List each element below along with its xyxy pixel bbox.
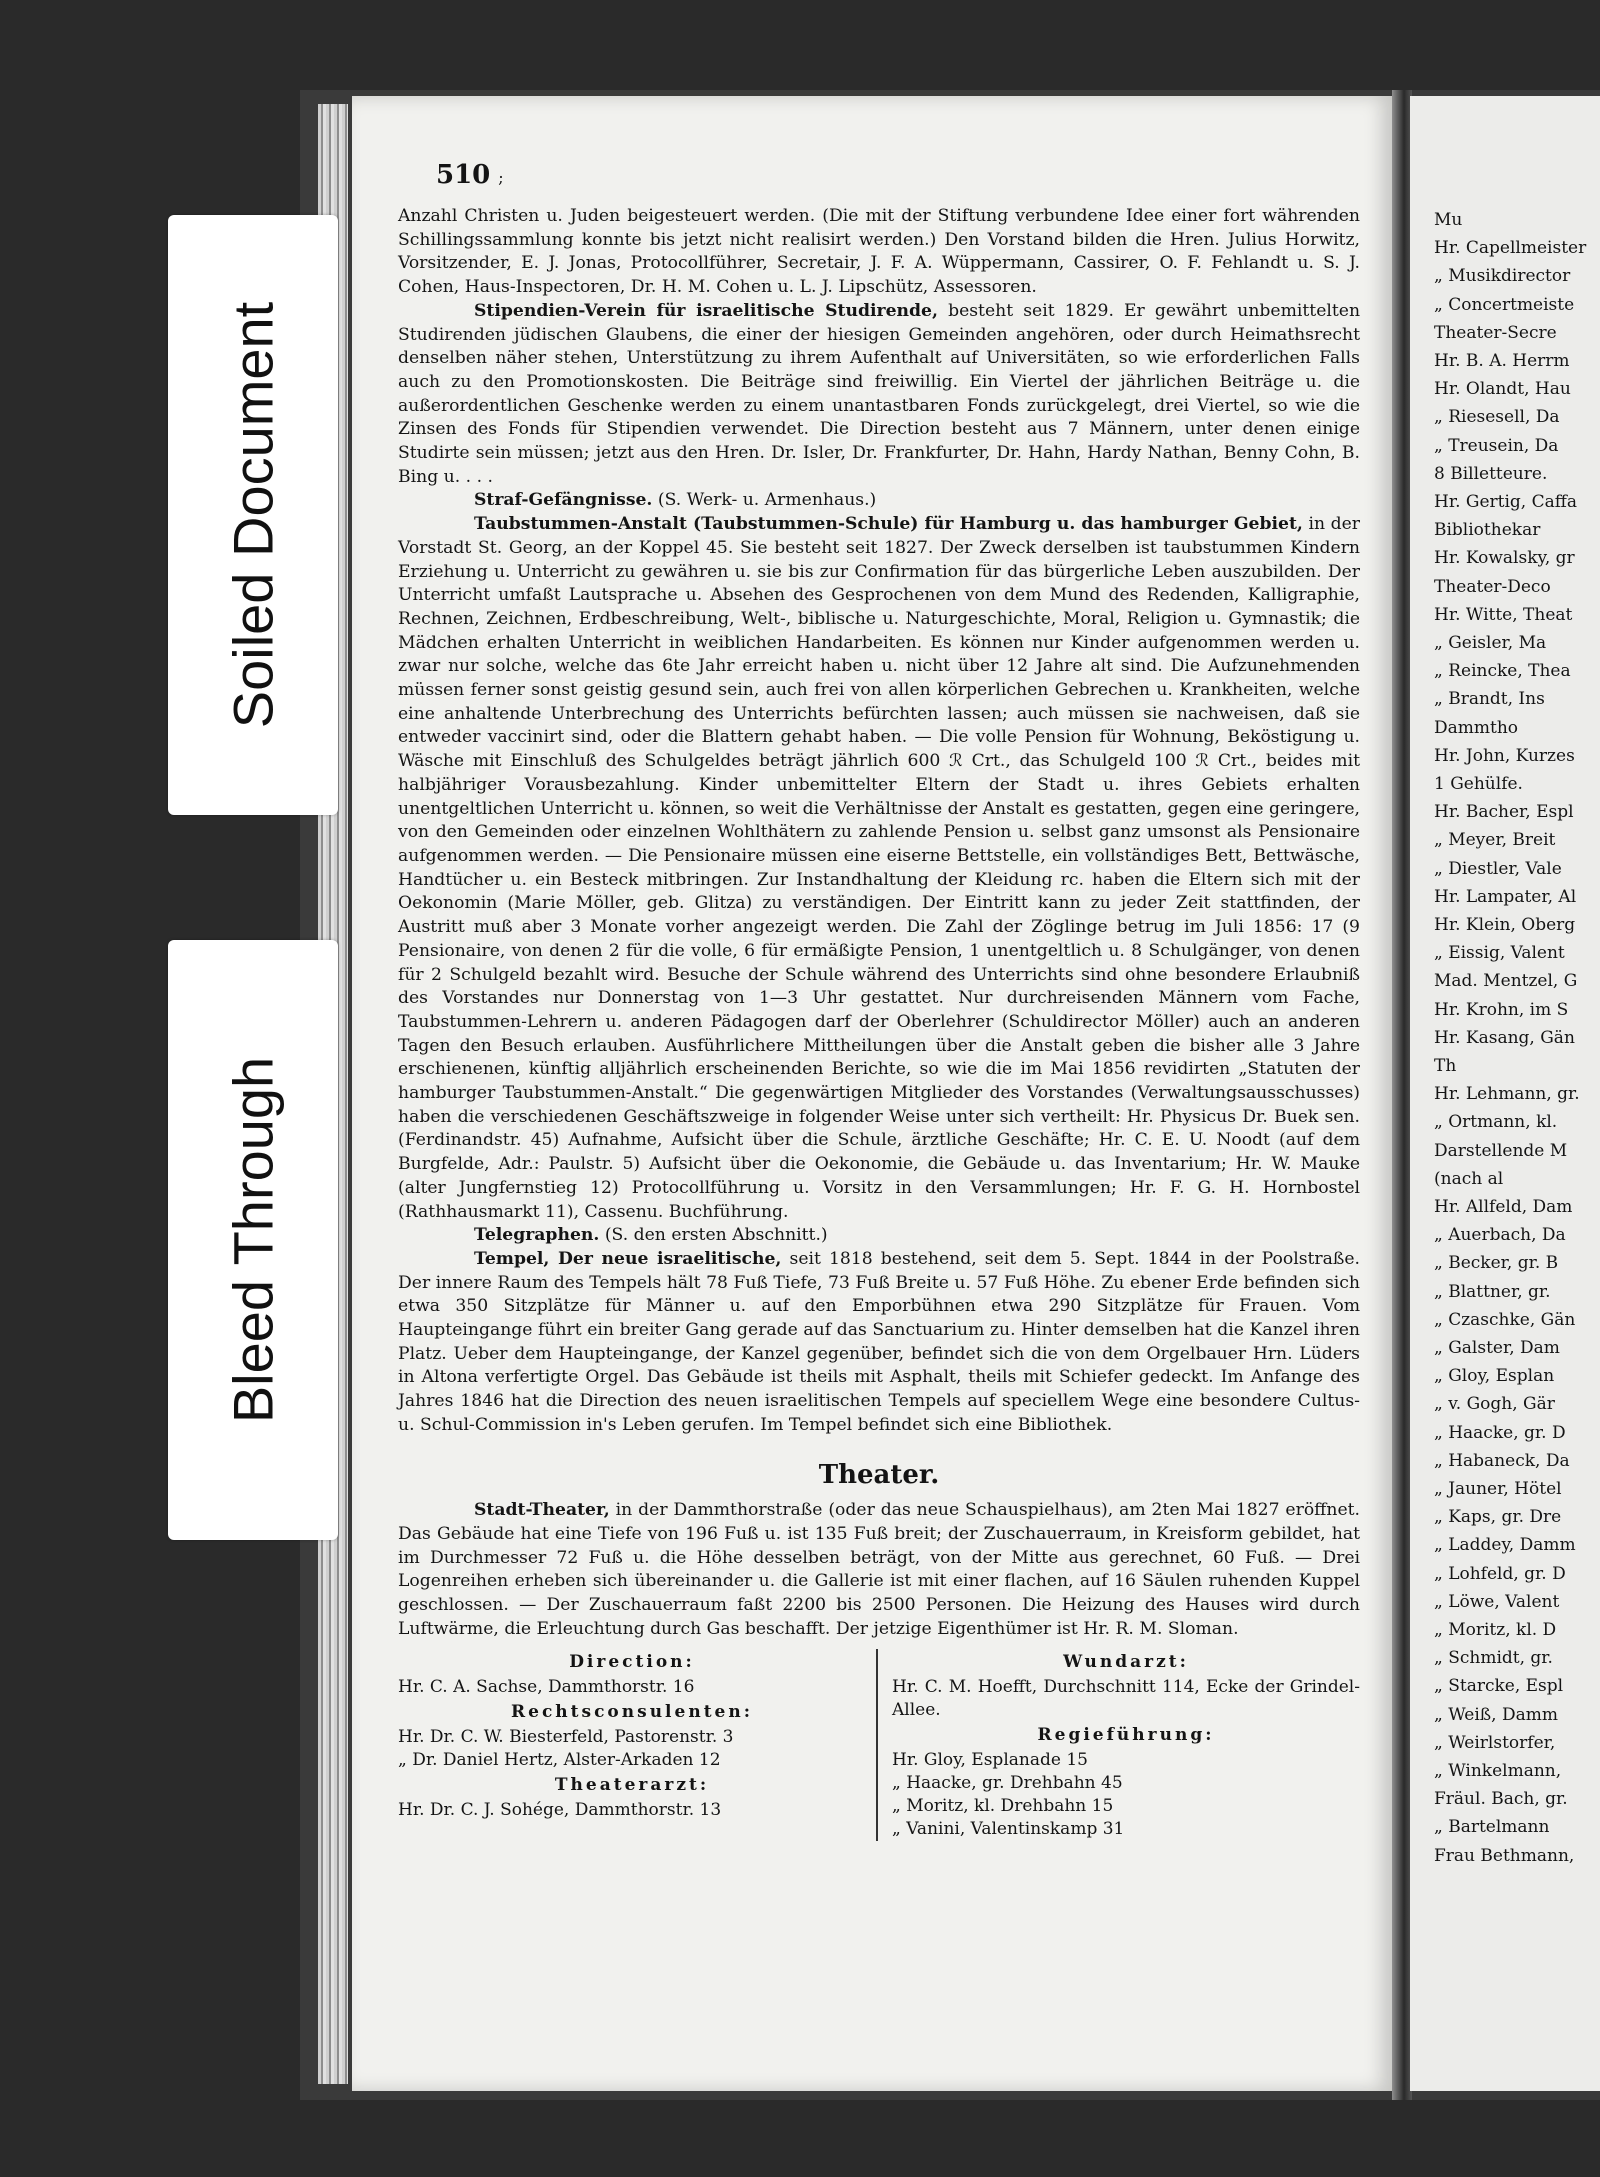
right-page-line: Hr. B. A. Herrm xyxy=(1434,351,1570,371)
section-heading: Straf-Gefängnisse. xyxy=(474,490,653,511)
theater-title: Theater. xyxy=(818,1459,940,1490)
right-page-line: Hr. Gertig, Caffa xyxy=(1434,492,1577,512)
right-page-line: „ Concertmeiste xyxy=(1434,294,1575,315)
right-page-line: „ Löwe, Valent xyxy=(1434,1591,1560,1612)
page-number: 510 xyxy=(436,160,491,190)
theater-staff-columns xyxy=(398,1649,1360,1841)
right-page-line: Mu xyxy=(1434,210,1463,230)
staff-group-heading: Regieführung: xyxy=(1037,1725,1215,1746)
section-paragraph xyxy=(398,300,1360,490)
right-page-line: Hr. Witte, Theat xyxy=(1434,604,1573,625)
right-page-line: „ Haacke, gr. D xyxy=(1434,1422,1566,1443)
right-page xyxy=(1410,96,1600,2091)
staff-group-heading: Theaterarzt: xyxy=(554,1775,710,1796)
section-paragraph xyxy=(398,1224,1360,1248)
right-page-line: Hr. Kowalsky, gr xyxy=(1434,548,1575,569)
right-page-line: „ Riesesell, Da xyxy=(1434,407,1560,428)
right-page-line: Theater-Secre xyxy=(1434,322,1557,343)
right-page-line: „ Weirlstorfer, xyxy=(1434,1732,1556,1753)
right-page-line: „ Meyer, Breit xyxy=(1434,830,1556,851)
right-page-line: 8 Billetteure. xyxy=(1434,463,1548,484)
right-page-line: Hr. Allfeld, Dam xyxy=(1434,1197,1573,1217)
right-page-line: „ Becker, gr. B xyxy=(1434,1253,1559,1274)
right-page-line: „ Ortmann, kl. xyxy=(1434,1112,1558,1133)
right-page-line: „ Laddey, Damm xyxy=(1434,1535,1576,1556)
right-page-line: „ Eissig, Valent xyxy=(1434,943,1565,964)
right-page-line: Hr. Kasang, Gän xyxy=(1434,1027,1575,1048)
right-page-line: Hr. Lampater, Al xyxy=(1434,886,1577,907)
bleed-through-label-text: Bleed Through xyxy=(221,1056,285,1424)
right-page-line: „ Starcke, Espl xyxy=(1434,1676,1564,1697)
right-page-line: „ Czaschke, Gän xyxy=(1434,1309,1576,1330)
right-page-line: Bibliothekar xyxy=(1434,520,1541,541)
staff-entry: „ Dr. Daniel Hertz, Alster-Arkaden 12 xyxy=(398,1750,721,1771)
staff-entry: „ Moritz, kl. Drehbahn 15 xyxy=(892,1796,1114,1817)
right-page-line: „ Gloy, Esplan xyxy=(1434,1366,1555,1387)
book-gutter xyxy=(1392,90,1412,2100)
right-page-line: Frau Bethmann, xyxy=(1434,1845,1575,1866)
page-header xyxy=(436,160,504,190)
soiled-document-label-text: Soiled Document xyxy=(221,301,285,729)
right-page-line: „ Galster, Dam xyxy=(1434,1338,1560,1358)
section-heading: Tempel, Der neue israelitische, xyxy=(474,1248,782,1269)
right-page-line: Hr. Krohn, im S xyxy=(1434,999,1569,1020)
section-paragraph xyxy=(398,513,1360,1224)
staff-column-right xyxy=(878,1649,1360,1841)
staff-entry: Hr. C. A. Sachse, Dammthorstr. 16 xyxy=(398,1677,695,1698)
right-page-line: Theater-Deco xyxy=(1434,576,1551,597)
right-page-line: „ Schmidt, gr. xyxy=(1434,1648,1553,1669)
right-page-line: „ Blattner, gr. xyxy=(1434,1281,1551,1302)
right-page-line: Dammtho xyxy=(1434,717,1519,738)
right-page-line: „ Diestler, Vale xyxy=(1434,858,1562,879)
staff-group-heading: Direction: xyxy=(569,1652,695,1673)
section-heading: Stipendien-Verein für israelitische Studirende, xyxy=(474,300,938,321)
right-page-line: „ Lohfeld, gr. D xyxy=(1434,1563,1566,1584)
page-mark: ; xyxy=(498,168,504,187)
right-page-line: „ Auerbach, Da xyxy=(1434,1225,1566,1246)
theater-paragraph xyxy=(398,1499,1360,1641)
staff-entry: „ Haacke, gr. Drehbahn 45 xyxy=(892,1773,1123,1794)
page-body xyxy=(398,205,1360,1841)
staff-entry: „ Vanini, Valentinskamp 31 xyxy=(892,1819,1125,1840)
right-page-line: 1 Gehülfe. xyxy=(1434,774,1523,794)
right-page-line: „ Moritz, kl. D xyxy=(1434,1620,1557,1640)
right-page-line: „ Brandt, Ins xyxy=(1434,689,1545,710)
right-page-line: (nach al xyxy=(1434,1168,1504,1189)
right-page-line: „ Musikdirector xyxy=(1434,266,1571,287)
right-page-line: Hr. Olandt, Hau xyxy=(1434,379,1571,400)
right-page-line: Hr. Capellmeister xyxy=(1434,238,1587,259)
right-page-line: „ Winkelmann, xyxy=(1434,1761,1562,1781)
right-page-line: „ Weiß, Damm xyxy=(1434,1704,1558,1725)
right-page-line: „ Bartelmann xyxy=(1434,1817,1550,1838)
staff-entry: Hr. Dr. C. W. Biesterfeld, Pastorenstr. 3 xyxy=(398,1727,734,1748)
staff-entry: Hr. Gloy, Esplanade 15 xyxy=(892,1750,1088,1771)
right-page-line: „ v. Gogh, Gär xyxy=(1434,1394,1555,1415)
right-page-line: Mad. Mentzel, G xyxy=(1434,971,1578,992)
right-page-line: Darstellende M xyxy=(1434,1140,1568,1161)
section-heading: Taubstummen-Anstalt (Taubstummen-Schule) für Hamburg u. das hamburger Gebiet, xyxy=(474,514,1303,535)
intro-paragraph: Anzahl Christen u. Juden beigesteuert werden. (Die mit der Stiftung verbundene Idee einer fort währenden Schillingssammlung konnte bis jetzt nicht realisirt werden.) Den Vorstand bilden die Hren. Julius Horwitz, Vorsitzender, E. J. Jonas, Protocollführer, Secretair, J. F. A. Wüppermann, Cassirer, O. F. Fehlandt u. S. J. Cohen, Haus-Inspectoren, Dr. H. M. Cohen u. L. J. Lipschütz, Assessoren. xyxy=(398,206,1360,298)
section-paragraph xyxy=(398,489,1360,513)
right-page-line: „ Geisler, Ma xyxy=(1434,633,1547,653)
right-page-line: Fräul. Bach, gr. xyxy=(1434,1789,1568,1810)
staff-column-left xyxy=(398,1649,878,1841)
staff-group-heading: Wundarzt: xyxy=(1063,1652,1189,1673)
staff-group-heading: Rechtsconsulenten: xyxy=(511,1702,753,1723)
right-page-line: „ Habaneck, Da xyxy=(1434,1450,1570,1471)
right-page-line: Hr. Klein, Oberg xyxy=(1434,915,1576,935)
staff-entry: Hr. Dr. C. J. Sohége, Dammthorstr. 13 xyxy=(398,1800,722,1821)
section-paragraph xyxy=(398,1248,1360,1438)
staff-entry: Hr. C. M. Hoefft, Durchschnitt 114, Ecke der Grindel-Allee. xyxy=(892,1677,1360,1721)
right-page-line: „ Reincke, Thea xyxy=(1434,661,1571,682)
right-page-line: „ Treusein, Da xyxy=(1434,435,1559,456)
right-page-line: Hr. John, Kurzes xyxy=(1434,745,1575,766)
right-page-line: „ Jauner, Hötel xyxy=(1434,1479,1562,1499)
section-text: seit 1818 bestehend, seit dem 5. Sept. 1844 in der Poolstraße. Der innere Raum des Tempels hält 78 Fuß Tiefe, 73 Fuß Breite u. 57 Fuß Höhe. Zu ebener Erde befinden sich etwa 350 Sitzplätze für Männer u. auf den Emporbühnen etwa 290 Sitzplätze für Frauen. Vom Haupteingange führt ein breiter Gang gerade auf das Sanctuarium zu. Hinter demselben hat die Kanzel ihren Platz. Ueber dem Haupteingange, der Kanzel gegenüber, befindet sich die von dem Orgelbauer Hrn. Lüders in Altona verfertigte Orgel. Das Gebäude ist theils mit Asphalt, theils mit Schiefer gedeckt. Im Anfange des Jahres 1846 hat die Direction des neuen israelitischen Tempels auf speciellem Wege eine besondere Cultus- u. Schul-Commission in's Leben gerufen. Im Tempel befindet sich eine Bibliothek. xyxy=(398,1248,1360,1435)
right-page-line: Hr. Bacher, Espl xyxy=(1434,802,1574,823)
soiled-document-label xyxy=(168,215,338,815)
section-text: in der Vorstadt St. Georg, an der Koppel 45. Sie besteht seit 1827. Der Zweck derselben ist taubstummen Kindern Erziehung u. Unterricht zu gewähren u. sie bis zur Confirmation für das bürgerliche Leben auszubilden. Der Unterricht umfaßt Lautsprache u. Absehen des Gesprochenen von dem Mund des Redenden, Kalligraphie, Rechnen, Zeichnen, Erdbeschreibung, Welt-, biblische u. Naturgeschichte, Moral, Religion u. Gymnastik; die Mädchen erhalten Unterricht in weiblichen Handarbeiten. Es können nur Kinder aufgenommen werden u. zwar nur solche, welche das 6te Jahr erreicht haben u. nicht über 12 Jahre alt sind. Die Aufzunehmenden müssen ferner sonst geistig gesund sein, auch frei von allen körperlichen Gebrechen u. Krankheiten, welche eine anhaltende Unterbrechung des Unterrichts befürchten lassen; auch müssen sie nachweisen, daß sie entweder vaccinirt sind, oder die Blattern gehabt haben. — Die volle Pension für Wohnung, Beköstigung u. Wäsche mit Einschluß des Schulgeldes beträgt jährlich 600 ℛ Crt., das Schulgeld 100 ℛ Crt., beides mit halbjähriger Vorausbezahlung. Kinder unbemittelter Eltern der Stadt u. ihres Gebiets erhalten unentgeltlichen Unterricht u. können, so weit die Verhältnisse der Anstalt es gestatten, gegen eine geringere, von den Gemeinden oder einzelnen Wohlthätern zu zahlende Pension u. selbst ganz umsonst als Pensionaire aufgenommen werden. — Die Pensionaire müssen eine eiserne Bettstelle, ein vollständiges Bett, Bettwäsche, Handtücher u. ein Besteck mitbringen. Zur Instandhaltung der Kleidung rc. haben die Eltern sich mit der Oekonomin (Marie Möller, geb. Glitza) zu verständigen. Der Eintritt kann zu jeder Zeit stattfinden, der Austritt muß aber 3 Monate vorher angezeigt werden. Die Zahl der Zöglinge betrug im Juli 1856: 17 (9 Pensionaire, von denen 2 für die volle, 6 für ermäßigte Pension, 1 unentgeltlich u. 8 Schulgänger, von denen für 2 Schulgeld bezahlt wird. Besuche der Schule während des Unterrichts sind ohne besondere Erlaubniß des Vorstandes nur Donnerstag von 1—3 Uhr gestattet. Nur durchreisenden Männern vom Fache, Taubstummen-Lehrern u. anderen Pädagogen darf der Oberlehrer (Schuldirector Möller) auch an anderen Tagen den Besuch erlauben. Ausführlichere Mittheilungen über die Anstalt geben die bisher alle 3 Jahre erschienenen, künftig alljährlich erscheinenden Berichte, so wie die im Mai 1856 revidirten „Statuten der hamburger Taubstummen-Anstalt.“ Die gegenwärtigen Mitglieder des Vorstandes (Verwaltungsausschusses) haben die verschiedenen Geschäftszweige in folgender Weise unter sich vertheilt: Hr. Physicus Dr. Buek sen. (Ferdinandstr. 45) Aufnahme, Aufsicht über die Schule, ärztliche Geschäfte; Hr. C. E. U. Noodt (auf dem Burgfelde, Adr.: Paulstr. 5) Aufsicht über die Oekonomie, die Gebäude u. das Inventarium; Hr. W. Mauke (alter Jungfernstieg 12) Protocollführung u. Vorsitz in den Versammlungen; Hr. F. G. H. Hornbostel (Rathhausmarkt 11), Cassenu. Buchführung. xyxy=(398,514,1361,1222)
theater-text: in der Dammthorstraße (oder das neue Schauspielhaus), am 2ten Mai 1827 eröffnet. Das Gebäude hat eine Tiefe von 196 Fuß u. ist 135 Fuß breit; der Zuschauerraum, in Kreisform gebildet, hat im Durchmesser 72 Fuß u. die Höhe desselben beträgt, von der Mitte aus gerechnet, 60 Fuß. — Drei Logenreihen erheben sich übereinander u. die Gallerie ist mit einer flachen, auf 16 Säulen ruhenden Kuppel geschlossen. — Der Zuschauerraum faßt 2200 bis 2500 Personen. Die Heizung des Hauses wird durch Luftwärme, die Erleuchtung durch Gas beschafft. Der jetzige Eigenthümer ist Hr. R. M. Sloman. xyxy=(398,1500,1360,1639)
right-page-line: Th xyxy=(1434,1056,1457,1076)
section-heading: Telegraphen. xyxy=(474,1225,600,1246)
bleed-through-label xyxy=(168,940,338,1540)
right-page-line: Hr. Lehmann, gr. xyxy=(1434,1084,1580,1105)
section-text: (S. Werk- u. Armenhaus.) xyxy=(657,490,877,511)
right-page-line: „ Kaps, gr. Dre xyxy=(1434,1507,1562,1528)
section-text: (S. den ersten Abschnitt.) xyxy=(604,1225,828,1246)
theater-heading: Stadt-Theater, xyxy=(474,1500,610,1521)
section-text: besteht seit 1829. Er gewährt unbemittelten Studirenden jüdischen Glaubens, die einer der hiesigen Gemeinden angehören, oder durch Heimathsrecht denselben näher stehen, Unterstützung zu ihrem Aufenthalt auf Universitäten, so wie erforderlichen Falls auch zu den Promotionskosten. Die Beiträge sind freiwillig. Ein Viertel der jährlichen Beiträge u. die außerordentlichen Geschenke werden zu einem unantastbaren Fonds zurückgelegt, drei Viertel, so wie die Zinsen des Fonds für Stipendien verwendet. Die Direction besteht aus 7 Männern, unter denen einige Studirte sein müssen; jetzt aus den Hren. Dr. Isler, Dr. Frankfurter, Dr. Hahn, Hardy Nathan, Benny Cohn, B. Bing u. . . . xyxy=(398,300,1361,487)
